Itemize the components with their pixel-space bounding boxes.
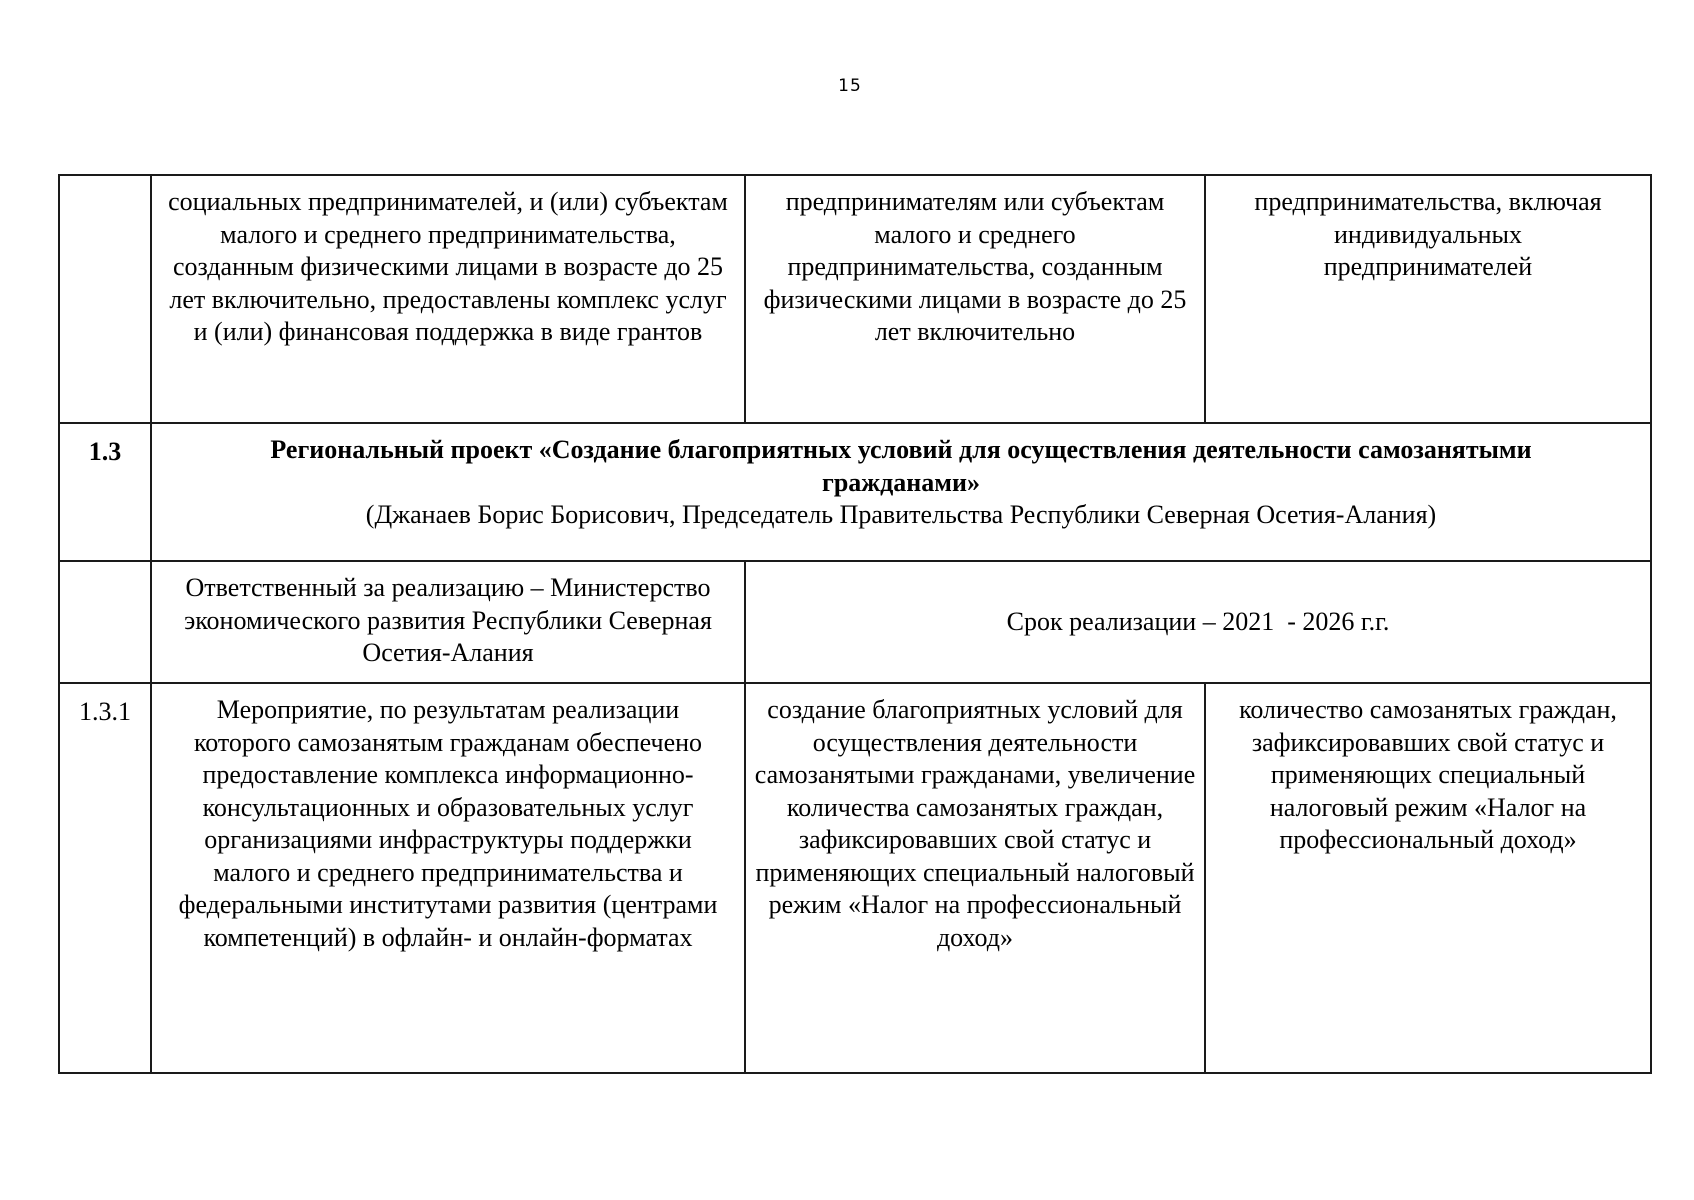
project-title: Региональный проект «Создание благоприятных условий для осуществления деятельности самозанятыми гражданами» xyxy=(270,435,1532,497)
table-row-continuation xyxy=(58,174,1652,422)
activity-goal-text: создание благоприятных условий для осуществления деятельности самозанятыми гражданами, увеличение количества самозанятых граждан, зафиксировавших свой статус и применяющих специальный налоговый режим «Налог на профессиональный доход» xyxy=(754,695,1196,952)
project-number: 1.3 xyxy=(88,437,122,466)
page-number: 15 xyxy=(838,76,862,96)
continuation-indicator-text: предпринимательства, включая индивидуальных предпринимателей xyxy=(1254,187,1602,281)
activity-description-cell xyxy=(150,682,744,1074)
continuation-goal-text: предпринимателям или субъектам малого и среднего предпринимательства, созданным физическими лицами в возрасте до 25 лет включительно xyxy=(763,187,1187,346)
table-row-project xyxy=(58,422,1652,560)
continuation-indicator-cell xyxy=(1204,174,1652,422)
continuation-result-cell xyxy=(150,174,744,422)
term-cell xyxy=(744,560,1652,682)
responsible-cell xyxy=(150,560,744,682)
project-number-cell xyxy=(58,422,150,560)
activity-number: 1.3.1 xyxy=(79,697,131,726)
continuation-result-text: социальных предпринимателей, и (или) субъектам малого и среднего предпринимательства, созданным физическими лицами в возрасте до 25 лет включительно, предоставлены комплекс услуг и (или) финансовая поддержка в виде грантов xyxy=(168,187,728,346)
activity-indicator-cell xyxy=(1204,682,1652,1074)
row-number-cell-empty xyxy=(58,174,150,422)
activity-number-cell xyxy=(58,682,150,1074)
responsible-number-cell-empty xyxy=(58,560,150,682)
activity-description-text: Мероприятие, по результатам реализации которого самозанятым гражданам обеспечено предоставление комплекса информационно-консультационных и образовательных услуг организациями инфраструктуры поддержки малого и среднего предпринимательства и федеральными институтами развития (центрами компетенций) в офлайн- и онлайн-форматах xyxy=(178,695,718,952)
table-row-activity xyxy=(58,682,1652,1074)
activity-indicator-text: количество самозанятых граждан, зафиксировавших свой статус и применяющих специальный налоговый режим «Налог на профессиональный доход» xyxy=(1239,695,1617,854)
project-title-cell xyxy=(150,422,1652,560)
responsible-text: Ответственный за реализацию – Министерство экономического развития Республики Северная Осетия-Алания xyxy=(184,573,712,667)
measures-table xyxy=(58,174,1652,1074)
table-row-responsible xyxy=(58,560,1652,682)
term-text: Срок реализации – 2021 - 2026 г.г. xyxy=(1006,606,1390,636)
project-head: (Джанаев Борис Борисович, Председатель Правительства Республики Северная Осетия-Алания) xyxy=(365,500,1437,529)
continuation-goal-cell xyxy=(744,174,1204,422)
activity-goal-cell xyxy=(744,682,1204,1074)
